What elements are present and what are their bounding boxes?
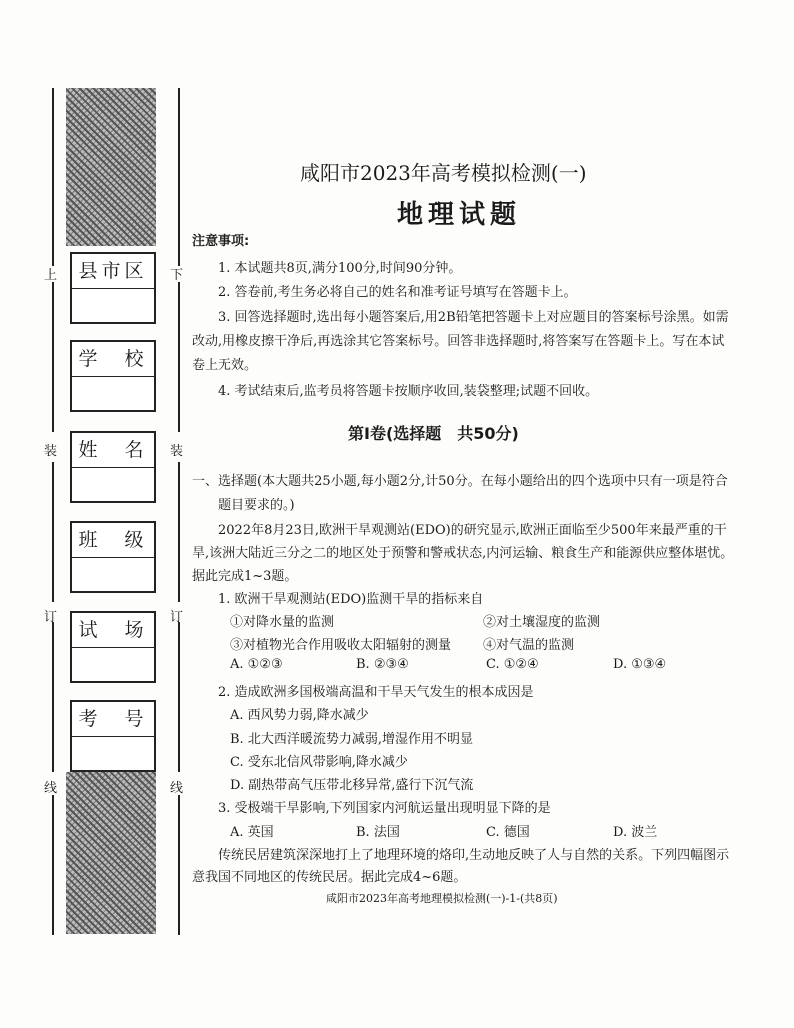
passage-line: 据此完成1~3题。 — [192, 569, 298, 584]
seat-box[interactable] — [70, 700, 156, 772]
notice-item: 2. 答卷前,考生务必将自己的姓名和准考证号填写在答题卡上。 — [218, 285, 577, 300]
q3-option-c[interactable]: C. 德国 — [486, 825, 530, 840]
notice-item: 4. 考试结束后,监考员将答题卡按顺序收回,装袋整理;试题不回收。 — [218, 384, 599, 399]
room-label: 试 场 — [72, 613, 154, 648]
county-label: 县市区 — [72, 254, 154, 289]
room-box[interactable] — [70, 611, 156, 683]
school-box[interactable] — [70, 340, 156, 412]
notice-item: 卷上无效。 — [192, 358, 258, 373]
hatch-bottom — [66, 772, 156, 934]
section-title: 第Ⅰ卷(选择题 共50分) — [348, 424, 519, 443]
left-mark-xian: 线 — [44, 781, 58, 796]
q2-option-a[interactable]: A. 西风势力弱,降水减少 — [230, 708, 369, 723]
q1-stem: 1. 欧洲干旱观测站(EDO)监测干旱的指标来自 — [218, 592, 484, 607]
q3-option-d[interactable]: D. 波兰 — [613, 825, 658, 840]
q1-statement-4: ④对气温的监测 — [483, 638, 575, 653]
left-mark-ding: 订 — [44, 610, 58, 625]
school-label: 学 校 — [72, 342, 154, 377]
seat-label: 考 号 — [72, 702, 154, 737]
class-label: 班 级 — [72, 523, 154, 558]
notice-heading: 注意事项: — [192, 234, 250, 249]
subject-title: 地理试题 — [397, 200, 522, 230]
q3-option-a[interactable]: A. 英国 — [230, 825, 274, 840]
q1-statement-3: ③对植物光合作用吸收太阳辐射的测量 — [230, 638, 452, 653]
right-mark-xian: 线 — [170, 781, 184, 796]
left-mark-top: 上 — [44, 268, 58, 283]
right-mark-bottom: 下 — [170, 268, 184, 283]
part-one-instructions — [192, 470, 728, 489]
q2-option-b[interactable]: B. 北大西洋暖流势力减弱,增湿作用不明显 — [230, 732, 473, 747]
q1-statement-1: ①对降水量的监测 — [230, 615, 335, 630]
hatch-top — [66, 88, 156, 246]
q3-option-b[interactable]: B. 法国 — [356, 825, 400, 840]
q2-option-c[interactable]: C. 受东北信风带影响,降水减少 — [230, 755, 408, 770]
q1-option-b[interactable]: B. ②③④ — [356, 657, 409, 672]
passage2-line: 意我国不同地区的传统民居。据此完成4~6题。 — [192, 870, 467, 885]
passage2-line: 传统民居建筑深深地打上了地理环境的烙印,生动地反映了人与自然的关系。下列四幅图示 — [218, 848, 730, 863]
left-mark-zhuang: 装 — [44, 444, 58, 459]
county-box[interactable] — [70, 252, 156, 324]
page-footer: 咸阳市2023年高考地理模拟检测(一)-1-(共8页) — [326, 892, 558, 905]
passage-line: 旱,该洲大陆近三分之二的地区处于预警和警戒状态,内河运输、粮食生产和能源供应整体堪忧。 — [192, 546, 734, 561]
class-box[interactable] — [70, 521, 156, 593]
name-box[interactable] — [70, 431, 156, 503]
right-mark-zhuang: 装 — [170, 444, 184, 459]
part-one-line1: 一、选择题(本大题共25小题,每小题2分,计50分。在每小题给出的四个选项中只有一项是符合 — [192, 474, 728, 489]
q2-option-d[interactable]: D. 副热带高气压带北移异常,盛行下沉气流 — [230, 778, 474, 793]
part-one-line2: 题目要求的。) — [218, 498, 295, 513]
q1-option-d[interactable]: D. ①③④ — [613, 657, 667, 672]
name-label: 姓 名 — [72, 433, 154, 468]
exam-title: 咸阳市2023年高考模拟检测(一) — [300, 161, 587, 185]
q3-stem: 3. 受极端干旱影响,下列国家内河航运量出现明显下降的是 — [218, 801, 551, 816]
notice-item: 1. 本试题共8页,满分100分,时间90分钟。 — [218, 261, 462, 276]
notice-item: 改动,用橡皮擦干净后,再选涂其它答案标号。回答非选择题时,将答案写在答题卡上。写在本试 — [192, 334, 725, 349]
passage-line: 2022年8月23日,欧洲干旱观测站(EDO)的研究显示,欧洲正面临至少500年来最严重的干 — [218, 523, 727, 538]
q2-stem: 2. 造成欧洲多国极端高温和干旱天气发生的根本成因是 — [218, 685, 534, 700]
q1-statement-2: ②对土壤湿度的监测 — [483, 615, 601, 630]
q1-option-c[interactable]: C. ①②④ — [486, 657, 539, 672]
notice-item: 3. 回答选择题时,选出每小题答案后,用2B铅笔把答题卡上对应题目的答案标号涂黑。如需 — [218, 310, 729, 325]
q1-option-a[interactable]: A. ①②③ — [230, 657, 283, 672]
right-mark-ding: 订 — [170, 610, 184, 625]
